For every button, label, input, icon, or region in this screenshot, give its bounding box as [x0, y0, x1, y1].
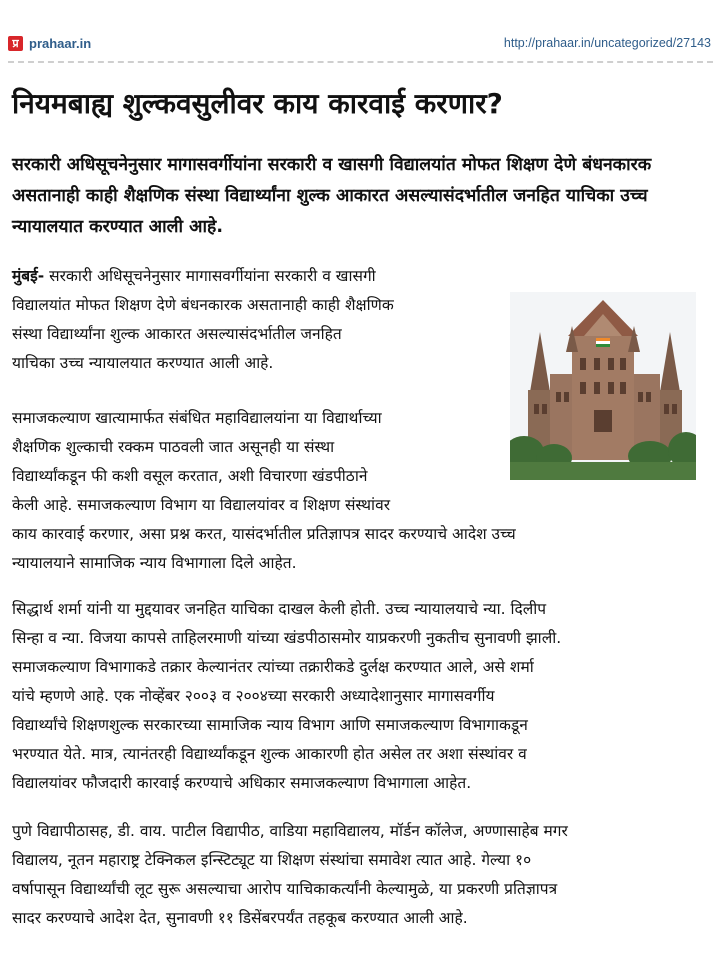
paragraph-4-line: पुणे विद्यापीठासह, डी. वाय. पाटील विद्यापीठ, वाडिया महाविद्यालय, मॉर्डन कॉलेज, अण्णासाहेब मगर	[12, 822, 568, 840]
paragraph-2-line: शैक्षणिक शुल्काची रक्कम पाठवली जात असूनही या संस्था	[12, 438, 335, 456]
paragraph-1-line: याचिका उच्च न्यायालयात करण्यात आली आहे.	[12, 354, 274, 372]
paragraph-4-line: सादर करण्याचे आदेश देत, सुनावणी ११ डिसेंबरपर्यंत तहकूब करण्यात आली आहे.	[12, 909, 468, 927]
paragraph-3-line: भरण्यात येते. मात्र, त्यानंतरही विद्यार्थ्यांकडून शुल्क आकारणी होत असेल तर अशा संस्थांवर व	[12, 745, 527, 763]
paragraph-3-line: विद्यार्थ्यांचे शिक्षणशुल्क सरकारच्या सामाजिक न्याय विभाग आणि समाजकल्याण विभागाकडून	[12, 716, 528, 734]
article-lead: सरकारी अधिसूचनेनुसार मागासवर्गीयांना सरकारी व खासगी विद्यालयांत मोफत शिक्षण देणे बंधनकारक असतानाही काही शैक्षणिक संस्था विद्यार्थ्यांना शुल्क आकारत असल्यासंदर्भातील जनहित याचिका उच्च न्यायालयात करण्यात आली आहे.	[12, 155, 652, 237]
paragraph-2-line: न्यायालयाने सामाजिक न्याय विभागाला दिले आहेत.	[12, 554, 297, 572]
dateline: मुंबई-	[12, 267, 45, 285]
header-divider	[8, 61, 713, 63]
article-title: नियमबाह्य शुल्कवसुलीवर काय कारवाई करणार?	[12, 87, 503, 120]
paragraph-4-line: विद्यालय, नूतन महाराष्ट्र टेक्निकल इन्स्टिट्यूट या शिक्षण संस्थांचा समावेश त्यात आहे. गेल्या १०	[12, 851, 532, 869]
paragraph-3-line: सिन्हा व न्या. विजया कापसे ताहिलरमाणी यांच्या खंडपीठासमोर याप्रकरणी नुकतीच सुनावणी झाली.	[12, 629, 562, 647]
paragraph-3-line: विद्यालयांवर फौजदारी कारवाई करण्याचे अधिकार समाजकल्याण विभागाला आहेत.	[12, 774, 472, 792]
paragraph-2-line: केली आहे. समाजकल्याण विभाग या विद्यालयांवर व शिक्षण संस्थांवर	[12, 496, 391, 514]
paragraph-4-line: वर्षापासून विद्यार्थ्यांची लूट सुरू असल्याचा आरोप याचिकाकर्त्यांनी केल्यामुळे, या प्रकरणी प्रतिज्ञापत्र	[12, 880, 558, 898]
paragraph-1-line: संस्था विद्यार्थ्यांना शुल्क आकारत असल्यासंदर्भातील जनहित	[12, 325, 342, 343]
paragraph-3-line: यांचे म्हणणे आहे. एक नोव्हेंबर २००३ व २००४च्या सरकारी अध्यादेशानुसार मागासवर्गीय	[12, 687, 495, 705]
paragraph-3-line: समाजकल्याण विभागाकडे तक्रार केल्यानंतर त्यांच्या तक्रारीकडे दुर्लक्ष करण्यात आले, असे शर्मा	[12, 658, 534, 676]
paragraph-4	[12, 817, 702, 933]
page-url[interactable]: http://prahaar.in/uncategorized/27143	[503, 36, 711, 50]
paragraph-1-line: सरकारी अधिसूचनेनुसार मागासवर्गीयांना सरकारी व खासगी	[49, 267, 376, 285]
high-court-building-photo	[510, 292, 696, 480]
paragraph-2-line: विद्यार्थ्यांकडून फी कशी वसूल करतात, अशी विचारणा खंडपीठाने	[12, 467, 368, 485]
paragraph-2-line: समाजकल्याण खात्यामार्फत संबंधित महाविद्यालयांना या विद्यार्थाच्या	[12, 409, 382, 427]
paragraph-2-line: काय कारवाई करणार, असा प्रश्न करत, यासंदर्भातील प्रतिज्ञापत्र सादर करण्याचे आदेश उच्च	[12, 525, 516, 543]
paragraph-3-line: सिद्धार्थ शर्मा यांनी या मुद्दयावर जनहित याचिका दाखल केली होती. उच्च न्यायालयाचे न्या. दिलीप	[12, 600, 547, 618]
paragraph-3	[12, 595, 702, 798]
paragraph-1-line: विद्यालयांत मोफत शिक्षण देणे बंधनकारक असतानाही काही शैक्षणिक	[12, 296, 394, 314]
site-name: prahaar.in	[29, 35, 92, 51]
top-bar	[8, 30, 711, 56]
prahaar-logo-icon: प्र	[8, 36, 23, 51]
site-brand[interactable]	[8, 36, 91, 51]
